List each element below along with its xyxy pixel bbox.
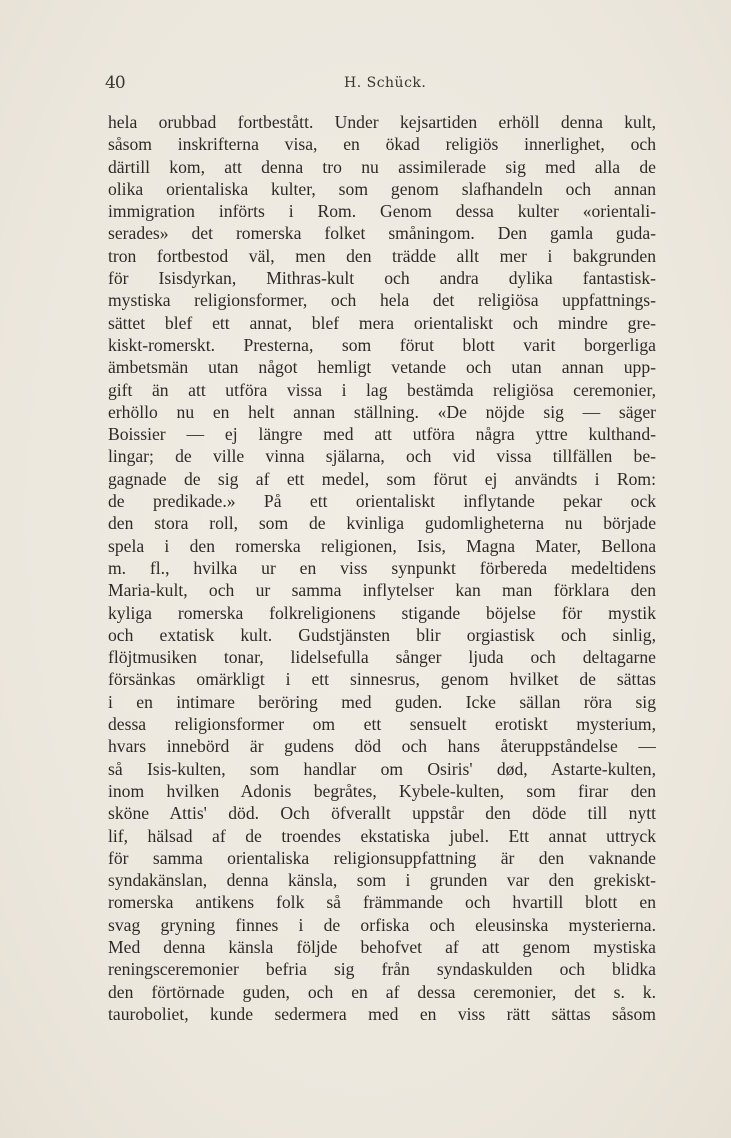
page-number: 40 xyxy=(105,73,125,93)
text-line: m. fl., hvilka ur en viss synpunkt förbereda medeltidens xyxy=(108,557,656,578)
text-line: tauroboliet, kunde sedermera med en viss rätt sättas såsom xyxy=(108,1003,656,1024)
text-line: Med denna känsla följde behofvet af att genom mystiska xyxy=(108,936,656,957)
text-line: lif, hälsad af de troendes ekstatiska jubel. Ett annat uttryck xyxy=(108,825,656,846)
text-line: gift än att utföra vissa i lag bestämda religiösa ceremonier, xyxy=(108,379,656,400)
text-line: den förtörnade guden, och en af dessa ceremonier, det s. k. xyxy=(108,981,656,1002)
text-line: mystiska religionsformer, och hela det religiösa uppfattnings- xyxy=(108,290,656,311)
text-line: försänkas omärkligt i ett sinnesrus, genom hvilket de sättas xyxy=(108,669,656,690)
text-line: och extatisk kult. Gudstjänsten blir orgiastisk och sinlig, xyxy=(108,624,656,645)
text-line: sköne Attis' död. Och öfverallt uppstår den döde till nytt xyxy=(108,803,656,824)
text-line: kyliga romerska folkreligionens stigande böjelse för mystik xyxy=(108,602,656,623)
text-line: syndakänslan, denna känsla, som i grunden var den grekiskt- xyxy=(108,870,656,891)
text-line: serades» det romerska folket småningom. Den gamla guda- xyxy=(108,223,656,244)
text-line: för samma orientaliska religionsuppfattning är den vaknande xyxy=(108,847,656,868)
text-line: immigration införts i Rom. Genom dessa kulter «orientali- xyxy=(108,201,656,222)
text-line: den stora roll, som de kvinliga gudomligheterna nu började xyxy=(108,513,656,534)
text-line: de predikade.» På ett orientaliskt inflytande pekar ock xyxy=(108,491,656,512)
text-line: sättet blef ett annat, blef mera orientaliskt och mindre gre- xyxy=(108,312,656,333)
text-line: erhöllo nu en helt annan ställning. «De nöjde sig — säger xyxy=(108,401,656,422)
text-line: därtill kom, att denna tro nu assimilerade sig med alla de xyxy=(108,156,656,177)
text-line: i en intimare beröring med guden. Icke sällan röra sig xyxy=(108,691,656,712)
text-line: inom hvilken Adonis begråtes, Kybele-kulten, som firar den xyxy=(108,780,656,801)
text-line: kiskt-romerskt. Presterna, som förut blott varit borgerliga xyxy=(108,334,656,355)
text-line: Maria-kult, och ur samma inflytelser kan man förklara den xyxy=(108,580,656,601)
text-line: så Isis-kulten, som handlar om Osiris' død, Astarte-kulten, xyxy=(108,758,656,779)
text-line: romerska antikens folk så främmande och hvartill blott en xyxy=(108,892,656,913)
text-line: såsom inskrifterna visa, en ökad religiös innerlighet, och xyxy=(108,134,656,155)
text-line: gagnade de sig af ett medel, som förut ej användts i Rom: xyxy=(108,468,656,489)
running-head xyxy=(0,73,731,97)
text-line: dessa religionsformer om ett sensuelt erotiskt mysterium, xyxy=(108,714,656,735)
text-line: flöjtmusiken tonar, lidelsefulla sånger ljuda och deltagarne xyxy=(108,647,656,668)
text-line: Boissier — ej längre med att utföra några yttre kulthand- xyxy=(108,424,656,445)
text-line: hela orubbad fortbestått. Under kejsartiden erhöll denna kult, xyxy=(108,112,656,132)
text-line: lingar; de ville vinna själarna, och vid vissa tillfällen be- xyxy=(108,446,656,467)
text-line: svag gryning finnes i de orfiska och eleusinska mysterierna. xyxy=(108,914,656,935)
text-line: för Isisdyrkan, Mithras-kult och andra dylika fantastisk- xyxy=(108,268,656,289)
text-line: olika orientaliska kulter, som genom slafhandeln och annan xyxy=(108,178,656,199)
body-text xyxy=(108,111,656,1025)
text-line: spela i den romerska religionen, Isis, Magna Mater, Bellona xyxy=(108,535,656,556)
text-line: reningsceremonier befria sig från syndaskulden och blidka xyxy=(108,959,656,980)
text-line: ämbetsmän utan något hemligt vetande och utan annan upp- xyxy=(108,357,656,378)
text-line: hvars innebörd är gudens död och hans återuppståndelse — xyxy=(108,736,656,757)
text-line: tron fortbestod väl, men den trädde allt mer i bakgrunden xyxy=(108,245,656,266)
running-head-author: H. Schück. xyxy=(344,75,427,91)
